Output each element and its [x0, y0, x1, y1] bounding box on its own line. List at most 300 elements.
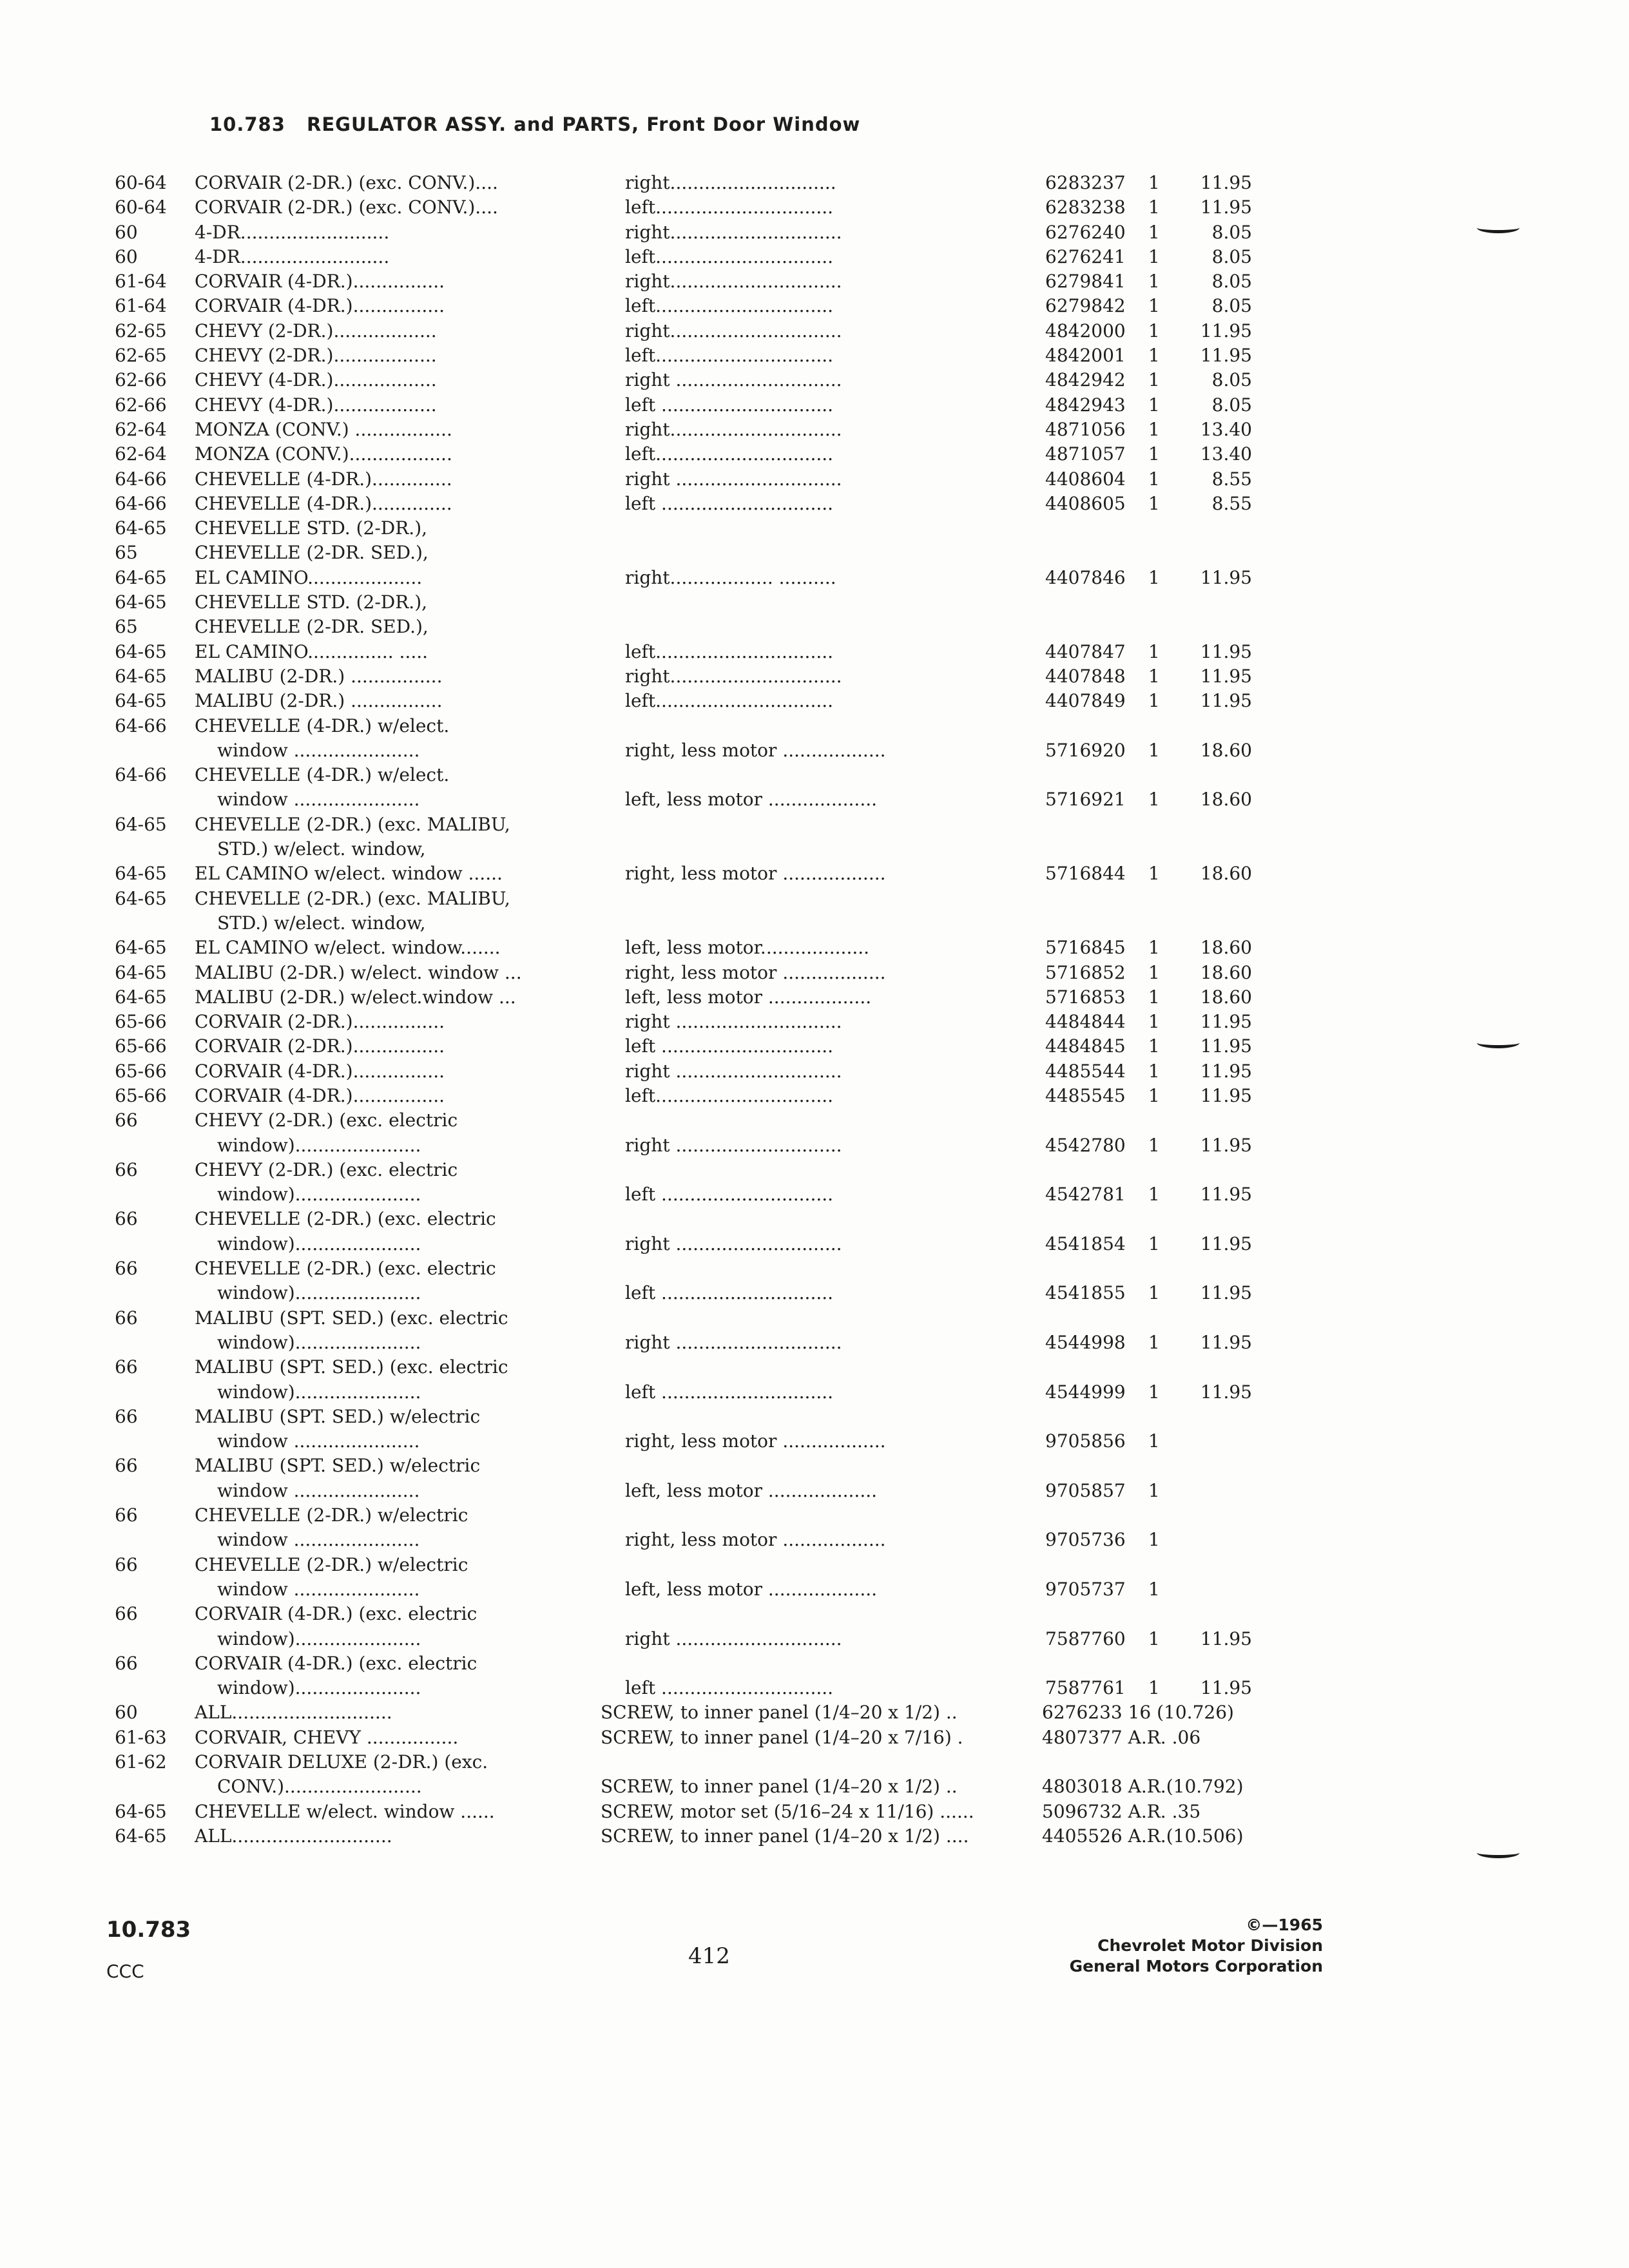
model-year: 66	[115, 1652, 138, 1674]
part-description: SCREW, to inner panel (1/4–20 x 1/2) ....	[601, 1825, 969, 1847]
model-description: CORVAIR (4-DR.) (exc. electric	[195, 1603, 477, 1625]
part-number: 4842001	[1045, 345, 1126, 367]
model-year: 66	[115, 1258, 138, 1280]
price: 8.05	[1211, 295, 1252, 317]
section-title: REGULATOR ASSY. and PARTS, Front Door Window	[307, 113, 861, 135]
model-description: window ......................	[217, 1578, 420, 1600]
price: 11.95	[1200, 1233, 1252, 1254]
part-number: 4407846	[1045, 566, 1126, 588]
model-year: 64-66	[115, 764, 167, 786]
model-description: MONZA (CONV.)..................	[195, 443, 452, 465]
part-description: left ..............................	[625, 394, 834, 416]
part-description: right.............................	[625, 172, 836, 193]
part-number: 4407847	[1045, 640, 1126, 662]
price: 11.95	[1200, 1331, 1252, 1353]
model-year: 61-63	[115, 1726, 167, 1748]
part-number: 4485545	[1045, 1084, 1126, 1106]
model-year: 62-66	[115, 394, 167, 416]
price: 18.60	[1200, 863, 1252, 885]
part-row	[0, 763, 1629, 787]
part-number: 5716921	[1045, 789, 1126, 811]
part-description: left...............................	[625, 443, 834, 465]
quantity: 1	[1148, 1184, 1160, 1206]
part-row	[0, 961, 1629, 985]
quantity: 1	[1148, 640, 1160, 662]
model-description: MALIBU (SPT. SED.) w/electric	[195, 1405, 481, 1427]
part-row	[0, 1725, 1629, 1750]
part-description: right .............................	[625, 468, 842, 490]
model-year: 64-66	[115, 468, 167, 490]
part-number: 4544999	[1045, 1381, 1126, 1403]
part-description: right..............................	[625, 221, 842, 243]
model-description: STD.) w/elect. window,	[217, 912, 426, 934]
part-description: left ..............................	[625, 1184, 834, 1206]
model-year: 66	[115, 1208, 138, 1230]
part-description: right, less motor ..................	[625, 863, 886, 885]
model-description: MALIBU (SPT. SED.) (exc. electric	[195, 1307, 508, 1329]
part-description: right, less motor ..................	[625, 961, 886, 983]
price: 11.95	[1200, 1677, 1252, 1699]
model-year: 61-64	[115, 271, 167, 293]
part-row	[0, 566, 1629, 590]
part-row	[0, 1306, 1629, 1331]
part-row	[0, 1429, 1629, 1454]
model-year: 64-65	[115, 986, 167, 1008]
part-description: left...............................	[625, 690, 834, 712]
part-row	[0, 1133, 1629, 1158]
binder-hole-mark	[1477, 1847, 1519, 1858]
model-year: 62-64	[115, 418, 167, 440]
quantity: 1	[1148, 443, 1160, 465]
model-description: CORVAIR (4-DR.)................	[195, 295, 445, 317]
part-row	[0, 1232, 1629, 1256]
model-description: window ......................	[217, 739, 420, 761]
part-row	[0, 1207, 1629, 1231]
part-number: 4407849	[1045, 690, 1126, 712]
part-row	[0, 1627, 1629, 1651]
part-description: left ..............................	[625, 492, 834, 514]
model-description: EL CAMINO w/elect. window.......	[195, 937, 501, 959]
price: 13.40	[1200, 418, 1252, 440]
part-row	[0, 541, 1629, 565]
part-description: right..............................	[625, 418, 842, 440]
part-row	[0, 664, 1629, 689]
model-year: 64-65	[115, 517, 167, 539]
model-year: 64-65	[115, 863, 167, 885]
part-description: left, less motor ...................	[625, 789, 878, 811]
model-description: MONZA (CONV.) .................	[195, 418, 452, 440]
price: 11.95	[1200, 1134, 1252, 1156]
model-description: CHEVY (2-DR.)..................	[195, 345, 437, 367]
model-description: ALL............................	[195, 1702, 392, 1724]
part-row	[0, 492, 1629, 516]
part-row	[0, 516, 1629, 541]
quantity: 1	[1148, 221, 1160, 243]
part-row	[0, 418, 1629, 442]
model-description: window)......................	[217, 1381, 421, 1403]
model-description: STD.) w/elect. window,	[217, 838, 426, 860]
part-row	[0, 1553, 1629, 1577]
part-row	[0, 1256, 1629, 1281]
part-row	[0, 738, 1629, 763]
model-description: CHEVY (4-DR.)..................	[195, 394, 437, 416]
part-row	[0, 1479, 1629, 1503]
part-number: 4485544	[1045, 1060, 1126, 1082]
quantity: 1	[1148, 394, 1160, 416]
part-row	[0, 220, 1629, 245]
quantity: 1	[1148, 369, 1160, 391]
part-row	[0, 714, 1629, 738]
model-year: 62-66	[115, 369, 167, 391]
quantity: 1	[1148, 418, 1160, 440]
section-code: 10.783	[209, 113, 285, 135]
part-row	[0, 1059, 1629, 1084]
model-year: 64-65	[115, 961, 167, 983]
part-row	[0, 1651, 1629, 1676]
part-row	[0, 985, 1629, 1010]
part-number: 7587760	[1045, 1628, 1126, 1649]
part-description: right .............................	[625, 1331, 842, 1353]
quantity: 1	[1148, 345, 1160, 367]
part-number: 4484845	[1045, 1035, 1126, 1057]
part-row	[0, 343, 1629, 368]
model-description: CHEVELLE (4-DR.)..............	[195, 468, 452, 490]
part-row	[0, 615, 1629, 639]
model-year: 60	[115, 221, 138, 243]
quantity: 1	[1148, 690, 1160, 712]
part-description: SCREW, to inner panel (1/4–20 x 7/16) .	[601, 1726, 963, 1748]
model-description: CHEVELLE (4-DR.) w/elect.	[195, 715, 450, 736]
part-row	[0, 1602, 1629, 1626]
part-row	[0, 837, 1629, 861]
quantity: 1	[1148, 986, 1160, 1008]
part-row	[0, 1158, 1629, 1182]
part-number-quantity-price: 4803018 A.R.(10.792)	[1042, 1776, 1244, 1798]
part-row	[0, 245, 1629, 269]
part-description: SCREW, to inner panel (1/4–20 x 1/2) ..	[601, 1702, 958, 1724]
model-year: 64-65	[115, 887, 167, 909]
part-description: SCREW, to inner panel (1/4–20 x 1/2) ..	[601, 1776, 958, 1798]
model-year: 64-65	[115, 591, 167, 613]
model-description: CHEVY (4-DR.)..................	[195, 369, 437, 391]
model-description: CORVAIR (2-DR.) (exc. CONV.)....	[195, 197, 498, 218]
part-row	[0, 368, 1629, 392]
quantity: 1	[1148, 320, 1160, 341]
model-description: window ......................	[217, 1430, 420, 1452]
price: 18.60	[1200, 739, 1252, 761]
price: 8.05	[1211, 245, 1252, 267]
model-year: 65-66	[115, 1035, 167, 1057]
part-row	[0, 861, 1629, 886]
part-row	[0, 1281, 1629, 1305]
model-description: CHEVELLE (2-DR. SED.),	[195, 616, 429, 638]
model-description: CHEVELLE w/elect. window ......	[195, 1800, 495, 1822]
part-description: SCREW, motor set (5/16–24 x 11/16) ......	[601, 1800, 974, 1822]
model-year: 60	[115, 1702, 138, 1724]
price: 11.95	[1200, 345, 1252, 367]
price: 11.95	[1200, 1184, 1252, 1206]
part-number: 5716853	[1045, 986, 1126, 1008]
quantity: 1	[1148, 1677, 1160, 1699]
price: 11.95	[1200, 1628, 1252, 1649]
model-description: window)......................	[217, 1134, 421, 1156]
quantity: 1	[1148, 1381, 1160, 1403]
part-description: left, less motor ...................	[625, 1479, 878, 1501]
model-year: 65-66	[115, 1084, 167, 1106]
part-row	[0, 1010, 1629, 1034]
model-year: 66	[115, 1603, 138, 1625]
model-description: CHEVY (2-DR.) (exc. electric	[195, 1110, 458, 1131]
part-number: 5716852	[1045, 961, 1126, 983]
part-row	[0, 294, 1629, 318]
quantity: 1	[1148, 566, 1160, 588]
model-description: CONV.)........................	[217, 1776, 422, 1798]
part-number: 4871057	[1045, 443, 1126, 465]
quantity: 1	[1148, 739, 1160, 761]
price: 11.95	[1200, 172, 1252, 193]
model-description: CORVAIR (2-DR.)................	[195, 1011, 445, 1033]
model-year: 66	[115, 1110, 138, 1131]
part-description: right .............................	[625, 1134, 842, 1156]
model-description: window ......................	[217, 789, 420, 811]
model-description: CHEVELLE (4-DR.)..............	[195, 492, 452, 514]
model-description: window)......................	[217, 1331, 421, 1353]
part-number: 6279841	[1045, 271, 1126, 293]
part-description: right.................. ..........	[625, 566, 836, 588]
part-row	[0, 1331, 1629, 1355]
quantity: 1	[1148, 1060, 1160, 1082]
price: 8.55	[1211, 468, 1252, 490]
part-row	[0, 689, 1629, 713]
part-row	[0, 1824, 1629, 1849]
part-description: left ..............................	[625, 1035, 834, 1057]
part-number: 4408604	[1045, 468, 1126, 490]
model-description: CHEVELLE (2-DR.) (exc. MALIBU,	[195, 813, 510, 835]
part-number: 4544998	[1045, 1331, 1126, 1353]
model-year: 64-66	[115, 715, 167, 736]
part-row	[0, 1355, 1629, 1379]
part-description: left...............................	[625, 345, 834, 367]
part-description: right .............................	[625, 1628, 842, 1649]
part-row	[0, 195, 1629, 220]
price: 11.95	[1200, 690, 1252, 712]
model-year: 61-62	[115, 1751, 167, 1773]
part-number: 9705737	[1045, 1578, 1126, 1600]
model-year: 65	[115, 542, 138, 564]
model-year: 64-65	[115, 640, 167, 662]
quantity: 1	[1148, 1282, 1160, 1304]
model-year: 66	[115, 1504, 138, 1526]
part-number: 9705857	[1045, 1479, 1126, 1501]
part-row	[0, 442, 1629, 466]
part-number: 4542781	[1045, 1184, 1126, 1206]
price: 8.55	[1211, 492, 1252, 514]
model-description: EL CAMINO w/elect. window ......	[195, 863, 503, 885]
part-number: 4542780	[1045, 1134, 1126, 1156]
part-description: left ..............................	[625, 1282, 834, 1304]
quantity: 1	[1148, 1578, 1160, 1600]
part-description: left ..............................	[625, 1381, 834, 1403]
part-description: left, less motor...................	[625, 937, 870, 959]
model-year: 61-64	[115, 295, 167, 317]
model-description: MALIBU (2-DR.) ................	[195, 665, 443, 687]
part-description: right, less motor ..................	[625, 739, 886, 761]
price: 11.95	[1200, 1084, 1252, 1106]
model-description: CHEVELLE STD. (2-DR.),	[195, 517, 428, 539]
quantity: 1	[1148, 961, 1160, 983]
part-description: left...............................	[625, 295, 834, 317]
model-year: 62-65	[115, 345, 167, 367]
price: 18.60	[1200, 789, 1252, 811]
part-number: 5716845	[1045, 937, 1126, 959]
model-year: 64-65	[115, 690, 167, 712]
price: 8.05	[1211, 394, 1252, 416]
part-description: left...............................	[625, 245, 834, 267]
part-row	[0, 1750, 1629, 1774]
model-description: CORVAIR, CHEVY ................	[195, 1726, 459, 1748]
price: 18.60	[1200, 986, 1252, 1008]
model-description: EL CAMINO....................	[195, 566, 423, 588]
model-description: CHEVELLE (4-DR.) w/elect.	[195, 764, 450, 786]
model-description: window ......................	[217, 1529, 420, 1551]
part-number: 4871056	[1045, 418, 1126, 440]
part-number: 5716920	[1045, 739, 1126, 761]
price: 8.05	[1211, 369, 1252, 391]
model-description: CHEVELLE (2-DR. SED.),	[195, 542, 429, 564]
model-description: MALIBU (2-DR.) ................	[195, 690, 443, 712]
part-row	[0, 171, 1629, 195]
price: 11.95	[1200, 566, 1252, 588]
model-description: window)......................	[217, 1233, 421, 1254]
quantity: 1	[1148, 863, 1160, 885]
part-row	[0, 1700, 1629, 1725]
model-year: 65	[115, 616, 138, 638]
parts-list	[0, 171, 1629, 1849]
model-description: MALIBU (2-DR.) w/elect. window ...	[195, 961, 522, 983]
price: 11.95	[1200, 640, 1252, 662]
price: 18.60	[1200, 961, 1252, 983]
part-description: left...............................	[625, 1084, 834, 1106]
model-year: 65-66	[115, 1060, 167, 1082]
model-year: 66	[115, 1405, 138, 1427]
part-row	[0, 1577, 1629, 1602]
part-number: 9705736	[1045, 1529, 1126, 1551]
model-year: 64-66	[115, 492, 167, 514]
quantity: 1	[1148, 1233, 1160, 1254]
model-year: 64-65	[115, 665, 167, 687]
page-number: 412	[688, 1943, 730, 1969]
price: 18.60	[1200, 937, 1252, 959]
part-number: 6276241	[1045, 245, 1126, 267]
price: 11.95	[1200, 320, 1252, 341]
model-year: 64-65	[115, 813, 167, 835]
part-description: right .............................	[625, 1233, 842, 1254]
part-number-quantity-price: 6276233 16 (10.726)	[1042, 1702, 1234, 1724]
part-number-quantity-price: 5096732 A.R. .35	[1042, 1800, 1201, 1822]
part-row	[0, 1108, 1629, 1133]
part-row	[0, 787, 1629, 812]
quantity: 1	[1148, 1430, 1160, 1452]
part-number: 4541854	[1045, 1233, 1126, 1254]
part-row	[0, 1380, 1629, 1405]
price: 11.95	[1200, 1011, 1252, 1033]
model-year: 66	[115, 1356, 138, 1378]
model-year: 64-65	[115, 566, 167, 588]
quantity: 1	[1148, 197, 1160, 218]
model-description: CHEVELLE (2-DR.) w/electric	[195, 1553, 468, 1575]
part-number: 4484844	[1045, 1011, 1126, 1033]
footer-left	[106, 1917, 191, 1982]
model-description: CORVAIR DELUXE (2-DR.) (exc.	[195, 1751, 488, 1773]
model-description: 4-DR..........................	[195, 245, 390, 267]
part-row	[0, 1503, 1629, 1528]
price: 11.95	[1200, 1060, 1252, 1082]
model-description: window)......................	[217, 1282, 421, 1304]
price: 11.95	[1200, 1282, 1252, 1304]
part-description: left, less motor ..................	[625, 986, 872, 1008]
quantity: 1	[1148, 1011, 1160, 1033]
part-row	[0, 1528, 1629, 1552]
part-description: right..............................	[625, 271, 842, 293]
quantity: 1	[1148, 1084, 1160, 1106]
part-row	[0, 1084, 1629, 1108]
model-description: window)......................	[217, 1628, 421, 1649]
footer-section-code: 10.783	[106, 1917, 191, 1943]
quantity: 1	[1148, 1035, 1160, 1057]
part-number: 6283237	[1045, 172, 1126, 193]
model-description: CHEVY (2-DR.)..................	[195, 320, 437, 341]
part-row	[0, 393, 1629, 418]
quantity: 1	[1148, 789, 1160, 811]
part-description: left...............................	[625, 197, 834, 218]
part-row	[0, 812, 1629, 837]
quantity: 1	[1148, 1331, 1160, 1353]
model-year: 65-66	[115, 1011, 167, 1033]
model-description: CORVAIR (4-DR.)................	[195, 1060, 445, 1082]
binder-hole-mark	[1477, 222, 1519, 233]
division-name: Chevrolet Motor Division	[1097, 1936, 1323, 1955]
part-description: left, less motor ...................	[625, 1578, 878, 1600]
model-description: CHEVELLE (2-DR.) (exc. electric	[195, 1208, 496, 1230]
part-description: right..............................	[625, 665, 842, 687]
model-description: window)......................	[217, 1184, 421, 1206]
price: 8.05	[1211, 221, 1252, 243]
model-description: CORVAIR (2-DR.) (exc. CONV.)....	[195, 172, 498, 193]
part-description: right, less motor ..................	[625, 1430, 886, 1452]
model-year: 66	[115, 1307, 138, 1329]
part-number: 7587761	[1045, 1677, 1126, 1699]
model-description: CHEVELLE (2-DR.) (exc. electric	[195, 1258, 496, 1280]
price: 11.95	[1200, 1035, 1252, 1057]
copyright: ©—1965	[1246, 1916, 1323, 1934]
part-row	[0, 590, 1629, 615]
quantity: 1	[1148, 271, 1160, 293]
part-description: right .............................	[625, 1060, 842, 1082]
corporation-name: General Motors Corporation	[1069, 1957, 1323, 1975]
price: 11.95	[1200, 665, 1252, 687]
quantity: 1	[1148, 1529, 1160, 1551]
page-header	[209, 113, 860, 135]
model-description: window)......................	[217, 1677, 421, 1699]
quantity: 1	[1148, 665, 1160, 687]
part-row	[0, 640, 1629, 664]
model-description: CORVAIR (4-DR.)................	[195, 271, 445, 293]
quantity: 1	[1148, 245, 1160, 267]
part-row	[0, 1774, 1629, 1799]
part-description: right .............................	[625, 1011, 842, 1033]
binder-hole-mark	[1477, 1037, 1519, 1048]
part-row	[0, 1800, 1629, 1824]
